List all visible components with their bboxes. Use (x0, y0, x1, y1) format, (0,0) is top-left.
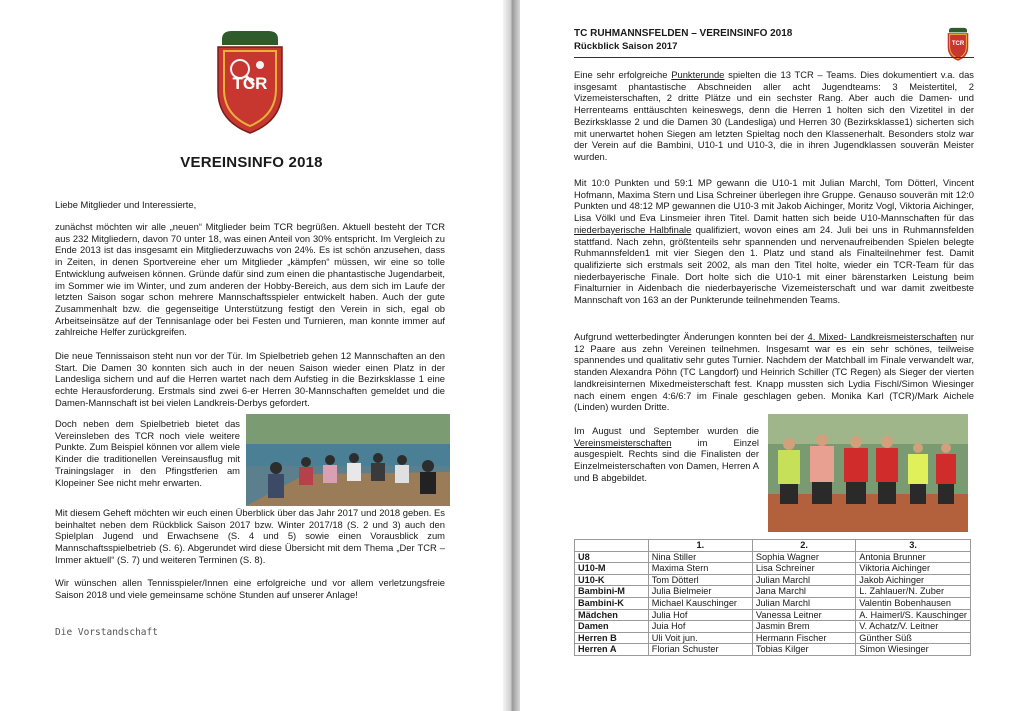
page-title: VEREINSINFO 2018 (180, 154, 323, 171)
logo-text: TCR (232, 74, 268, 93)
table-cell: Jana Marchl (752, 586, 855, 598)
table-cell: Simon Wiesinger (856, 644, 971, 656)
table-cell: Valentin Bobenhausen (856, 597, 971, 609)
category-cell: Herren A (575, 644, 649, 656)
table-header-cell: 3. (856, 540, 971, 552)
team-results-paragraph: Eine sehr erfolgreiche Punkterunde spielten die 13 TCR – Teams. Dies dokumentiert v.a. das insgesamt phantastische Abschneiden aller acht Jugendteams: 3 Meistertitel, 2 Vizemeisterschaften, 2 dritte Plätze und ein sechster Rang. Aber auch die Damen- und Herrenteams enttäuschten keineswegs, denn die Herren 1 holten sich den Vizetitel in der Bezirksklasse 2 und die Damen 30 (Landesliga) und Herren 30 (Bezirksklasse1) sicherten sich mit unerwartet hohen Siegen am letzten Spieltag noch den Klassenerhalt. Besonders stolz war der Verein auf die Bambini, U10-1 und U10-3, die in ihren Jugendklassen souverän Meister wurden. (574, 69, 974, 162)
table-cell: Jasmin Brem (752, 621, 855, 633)
page-gutter (503, 0, 520, 711)
results-table (574, 539, 971, 656)
header-rule (574, 57, 974, 58)
table-row (575, 621, 971, 633)
table-cell: Maxima Stern (648, 563, 752, 575)
table-cell: Julia Hof (648, 609, 752, 621)
table-row (575, 586, 971, 598)
overview-paragraph: Mit diesem Geheft möchten wir euch einen Überblick über das Jahr 2017 und 2018 geben. Es beinhaltet neben dem Rückblick Saison 2017 bzw. Winter 2017/18 (S. 2 und 3) auch den Spielplan Jugend und Erwachsene (S. 4 und 5) sowie einen Vorausblick zum Mannschaftsspielbetrieb (S. 6). Abgerundet wird diese Übersicht mit dem Thema „Der TCR – Immer aktuell“ (S. 7) und weiteren Terminen (S. 8). (55, 507, 445, 565)
table-row (575, 563, 971, 575)
table-cell: Tom Dötterl (648, 574, 752, 586)
table-row (575, 551, 971, 563)
table-header-cell: 2. (752, 540, 855, 552)
link-halbfinale[interactable]: niederbayerische Halbfinale (574, 223, 692, 235)
category-cell: Herren B (575, 632, 649, 644)
link-punkterunde[interactable]: Punkterunde (671, 69, 725, 80)
category-cell: Bambini-K (575, 597, 649, 609)
table-header-cell: 1. (648, 540, 752, 552)
table-cell: Viktoria Aichinger (856, 563, 971, 575)
left-page (0, 0, 503, 711)
group-photo (246, 414, 450, 506)
intro-paragraph: zunächst möchten wir alle „neuen“ Mitglieder beim TCR begrüßen. Aktuell besteht der TCR aus 232 Mitgliedern, davon 70 unter 18, was einen Anteil von 30% entspricht. Im Vergleich zu Ende 2013 ist das insgesamt ein Mitgliederzuwachs von 24%. Es ist schön anzusehen, dass in Zeiten, in denen Sportvereine eher um Mitglieder „kämpfen“ müssen, wir eine so tolle Entwicklung aufweisen können. Gründe dafür sind zum einen die phantastische Jugendarbeit, im Sommer wie im Winter, und zum anderen der Hobby-Bereich, aus dem sich im Laufe der letzten Saison sogar schon mehrere Mannschaftsspieler entwickelt haben. Auch der gute Zusammenhalt bzw. die gegenseitige Unterstützung festigt den Verein in sich, egal ob Arbeitseinsätze auf der Tennisanlage oder bei Festen und Turnieren, man konnte immer auf zahlreiche Helfer zurückgreifen. (55, 221, 445, 338)
mixed-paragraph: Aufgrund wetterbedingter Änderungen konnten bei der 4. Mixed- Landkreismeisterschaften nur 12 Paare aus zehn Vereinen teilnehmen. Insgesamt war es ein sehr schönes, teilweise spannendes und qualitativ sehr gutes Turnier. Nachdem der Matchball im Finale verwandelt war, standen Alexandra Pöhn (TC Langdorf) und Heinrich Schiller (TC Regen) als Sieger der vierten landkreisinternen Mixedmeisterschaft fest. Knapp mussten sich Lydia Fischl/Simon Wiesinger nach einem engen 4:6/6:7 im Finale geschlagen geben. Monika Karl (TCR)/Mark Aichele (Linden) wurden Dritte. (574, 331, 975, 413)
right-page (520, 0, 1024, 711)
header-title: TC RUHMANNSFELDEN – VEREINSINFO 2018 (574, 28, 793, 39)
table-cell: V. Achatz/V. Leitner (856, 621, 971, 633)
table-cell: Michael Kauschinger (648, 597, 752, 609)
season-paragraph: Die neue Tennissaison steht nun vor der Tür. Im Spielbetrieb gehen 12 Mannschaften an den Start. Die Damen 30 konnten sich auch in der neuen Saison wieder einen Platz in der Landesliga sichern und auf die Herren wartet nach dem Aufstieg in die Bezirksklasse 1 eine echte Herausforderung. Erstmals sind zwei 6-er Herren 30-Mannschaften gemeldet und die Damen-Mannschaft ist bei vielen Landkreis-Derbys gefordert. (55, 350, 445, 408)
table-cell: A. Haimerl/S. Kauschinger (856, 609, 971, 621)
category-cell: Bambini-M (575, 586, 649, 598)
table-cell: Juia Hof (648, 621, 752, 633)
table-cell: Julian Marchl (752, 574, 855, 586)
table-row (575, 597, 971, 609)
table-cell: Tobias Kilger (752, 644, 855, 656)
club-championship-paragraph: Im August und September wurden die Vereinsmeisterschaften im Einzel ausgespielt. Rechts sind die Finalisten der Einzelmeisterschaften von Damen, Herren A und B abgebildet. (574, 425, 759, 483)
category-cell: Mädchen (575, 609, 649, 621)
table-cell: Uli Voit jun. (648, 632, 752, 644)
table-row (575, 632, 971, 644)
table-cell: Julia Bielmeier (648, 586, 752, 598)
category-cell: U10-M (575, 563, 649, 575)
table-cell: Vanessa Leitner (752, 609, 855, 621)
table-row (575, 644, 971, 656)
table-cell: Florian Schuster (648, 644, 752, 656)
signature: Die Vorstandschaft (55, 627, 158, 638)
u10-paragraph: Mit 10:0 Punkten und 59:1 MP gewann die U10-1 mit Julian Marchl, Tom Dötterl, Vincent Hofmann, Maxima Stern und Lisa Schreiner überlegen ihre Gruppe. Genauso souverän mit 12:0 Punkten und 48:12 MP gewannen die U10-3 mit Jakob Aichinger, Moritz Vogl, Viktoria Aichinger, Lisa Völkl und Eva Linsmeier ihren Titel. Damit hatten sich beide U10-Mannschaften für das niederbayerische Halbfinale qualifiziert, wovon eines am 24. Juli bei uns in Ruhmannsfelden stattfand. Nach zehn, größtenteils sehr spannenden und nervenaufreibenden Spielen belegte Ruhmannsfelden1 mit vier Siegen den 1. Platz und stand als Finalteilnehmer fest. Damit qualifizierte sich erstmals seit 2002, als man den Titel holte, wieder ein TCR-Team für das niederbayerische Finale. Dort holte sich die U10-1 mit einer bärenstarken Leistung beim Finalturnier in Aidenbach die niederbayerische Vizemeisterschaft und war damit zweitbeste Mannschaft von 163 an der Punkterunde teilnehmenden Teams. (574, 177, 975, 306)
category-cell: U10-K (575, 574, 649, 586)
table-cell: Hermann Fischer (752, 632, 855, 644)
category-cell: Damen (575, 621, 649, 633)
header-subtitle: Rückblick Saison 2017 (574, 41, 678, 52)
table-header-row (575, 540, 971, 552)
greeting: Liebe Mitglieder und Interessierte, (55, 199, 197, 210)
table-cell: Lisa Schreiner (752, 563, 855, 575)
category-cell: U8 (575, 551, 649, 563)
table-cell: L. Zahlauer/N. Zuber (856, 586, 971, 598)
table-header-cell (575, 540, 649, 552)
club-life-paragraph: Doch neben dem Spielbetrieb bietet das Vereinsleben des TCR noch viele weitere Punkte. Zum Beispiel können vor allem viele Kinder die traditionellen Vereinsausflug mit Trainingslager in den Pfingstferien am Klopeiner See nicht mehr erwarten. (55, 418, 240, 488)
closing-paragraph: Wir wünschen allen Tennisspieler/Innen eine erfolgreiche und vor allem verletzungsfreie Saison 2018 und viele gemeinsame schöne Stunden auf unserer Anlage! (55, 577, 445, 600)
table-cell: Antonia Brunner (856, 551, 971, 563)
table-cell: Nina Stiller (648, 551, 752, 563)
table-row (575, 574, 971, 586)
small-logo-text: TCR (951, 41, 965, 47)
table-cell: Sophia Wagner (752, 551, 855, 563)
link-mixed-landkreismeisterschaften[interactable]: 4. Mixed- Landkreismeisterschaften (807, 331, 958, 342)
table-cell: Günther Süß (856, 632, 971, 644)
finalists-photo (768, 414, 968, 532)
link-vereinsmeisterschaften[interactable]: Vereinsmeisterschaften (574, 436, 672, 448)
table-cell: Julian Marchl (752, 597, 855, 609)
table-cell: Jakob Aichinger (856, 574, 971, 586)
table-row (575, 609, 971, 621)
